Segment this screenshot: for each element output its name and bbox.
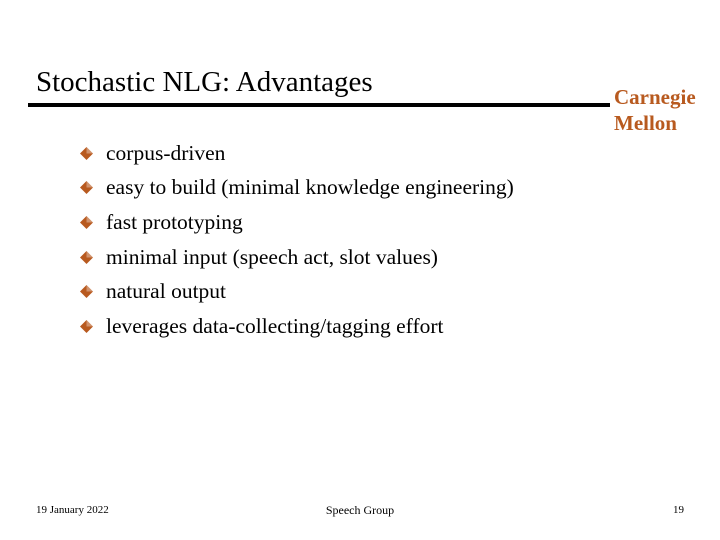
brand-line-2: Mellon [614,111,677,135]
bullet-text: leverages data-collecting/tagging effort [106,313,444,338]
title-divider [28,103,610,107]
bullet-text: natural output [106,279,227,304]
diamond-bullet-icon [80,147,93,160]
brand-line-1: Carnegie [614,85,696,109]
diamond-bullet-icon [80,181,93,194]
diamond-bullet-icon [80,216,93,229]
bullet-list [80,136,514,344]
bullet-text: fast prototyping [106,209,243,234]
footer-group-name: Speech Group [325,503,395,517]
page-number: 19 [673,504,684,516]
bullet-item [80,240,514,275]
diamond-bullet-icon [80,251,93,264]
bullet-text: easy to build (minimal knowledge engineering) [106,175,514,200]
bullet-item [80,274,514,309]
bullet-item [80,309,514,344]
bullet-item [80,136,514,171]
slide-title: Stochastic NLG: Advantages [36,66,373,98]
bullet-item [80,205,514,240]
bullet-text: minimal input (speech act, slot values) [106,244,438,269]
footer-date: 19 January 2022 [36,504,109,516]
diamond-bullet-icon [80,285,93,298]
bullet-item [80,171,514,206]
brand-logo-text [614,84,696,136]
bullet-text: corpus-driven [106,140,226,165]
diamond-bullet-icon [80,320,93,333]
